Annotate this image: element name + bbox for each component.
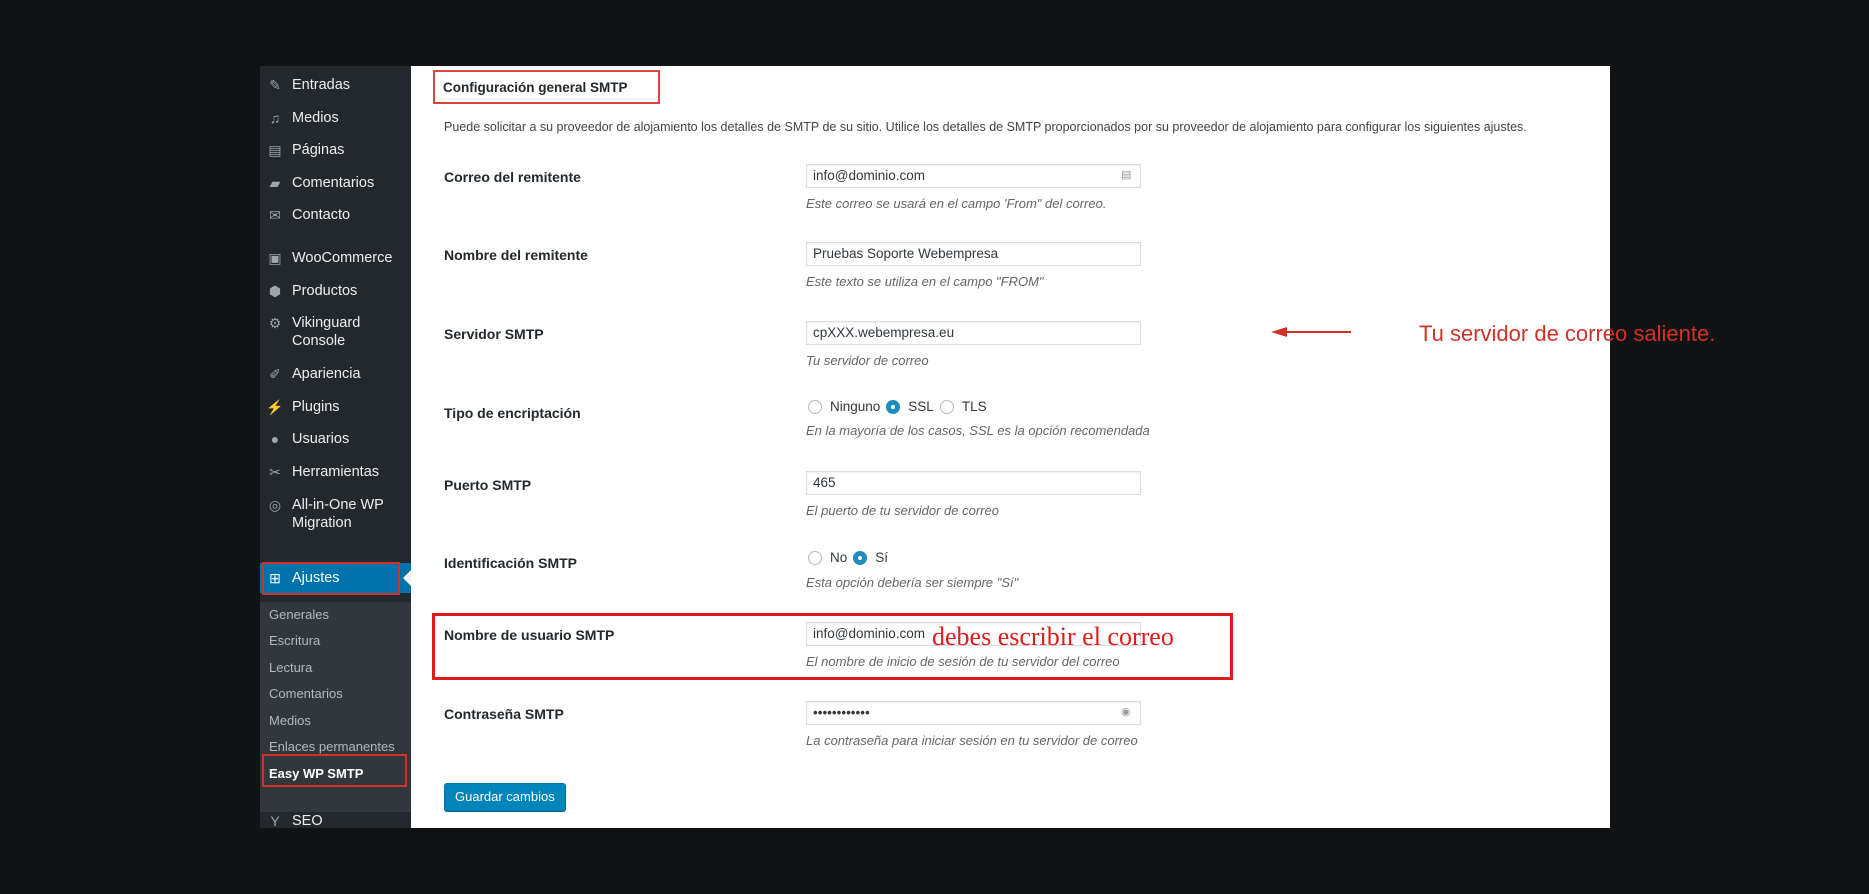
smtp-port-input[interactable] (806, 471, 1141, 495)
sidebar-item-usuarios[interactable] (260, 430, 411, 448)
sidebar-item-contacto[interactable] (260, 206, 411, 224)
sidebar-item-medios[interactable] (260, 109, 411, 127)
from-name-input[interactable] (806, 242, 1141, 266)
username-annotation-text: debes escribir el correo (932, 622, 1174, 651)
pages-icon: ▤ (268, 142, 282, 158)
smtp-username-value: info@dominio.com (813, 626, 926, 641)
intro-text: Puede solicitar a su proveedor de alojamiento los detalles de SMTP de su sitio. Utilice los detalles de SMTP proporcionados por su proveedor de alojamiento para configurar los siguientes ajustes. (444, 120, 1527, 134)
contact-card-icon: ▤ (1121, 169, 1132, 181)
sidebar-item-entradas[interactable] (260, 76, 411, 94)
sidebar-item-label: WooCommerce (292, 250, 393, 266)
password-reveal-icon[interactable]: ◉ (1121, 706, 1131, 718)
sidebar-item-productos[interactable] (260, 282, 411, 300)
smtp-password-label: Contraseña SMTP (444, 706, 564, 722)
sidebar-item-label: All-in-One WP Migration (292, 497, 384, 531)
smtp-host-value: cpXXX.webempresa.eu (813, 325, 955, 340)
sidebar-item-label: Medios (292, 110, 339, 126)
server-annotation-text: Tu servidor de correo saliente. (1419, 321, 1716, 346)
migration-icon: ◎ (268, 497, 282, 513)
encryption-none-radio[interactable] (808, 400, 822, 414)
comments-icon: ▰ (269, 175, 281, 191)
submenu-item-lectura[interactable]: Lectura (269, 660, 313, 675)
sidebar-item-label: SEO (292, 813, 323, 829)
smtp-auth-label: Identificación SMTP (444, 555, 578, 571)
plugins-icon: ⚡ (266, 399, 284, 415)
sidebar-item-comentarios[interactable] (260, 174, 411, 192)
submenu-item-generales[interactable]: Generales (269, 607, 329, 622)
woocommerce-icon: ▣ (268, 250, 282, 266)
smtp-auth-yes-radio[interactable] (853, 551, 867, 565)
submenu-item-comentarios[interactable]: Comentarios (269, 686, 343, 701)
smtp-password-description: La contraseña para iniciar sesión en tu servidor de correo (806, 733, 1138, 748)
sidebar-item-herramientas[interactable] (260, 463, 411, 481)
encryption-tls-radio[interactable] (940, 400, 954, 414)
encryption-ssl-label: SSL (908, 399, 934, 414)
settings-submenu (260, 602, 411, 812)
sidebar-item-label: Productos (292, 283, 358, 299)
sidebar-item-seo[interactable] (260, 812, 411, 830)
from-name-label: Nombre del remitente (444, 247, 588, 263)
wp-admin-window (260, 66, 1716, 829)
encryption-label: Tipo de encriptación (444, 405, 581, 421)
smtp-host-input[interactable] (806, 321, 1141, 345)
sidebar-item-label: Vikinguard Console (292, 315, 361, 349)
save-changes-button[interactable]: Guardar cambios (444, 783, 566, 811)
appearance-icon: ✐ (269, 366, 281, 382)
smtp-port-description: El puerto de tu servidor de correo (806, 503, 999, 518)
encryption-none-label: Ninguno (830, 399, 881, 414)
from-email-description: Este correo se usará en el campo 'From" del correo. (806, 196, 1107, 211)
encryption-description: En la mayoría de los casos, SSL es la opción recomendada (806, 423, 1150, 438)
section-title: Configuración general SMTP (443, 80, 628, 95)
from-email-value: info@dominio.com (813, 168, 926, 183)
sidebar-item-vikinguard[interactable] (260, 314, 370, 350)
smtp-auth-radio-group (806, 550, 892, 565)
smtp-password-value: •••••••••••• (813, 705, 870, 720)
from-email-label: Correo del remitente (444, 169, 581, 185)
settings-icon: ⊞ (269, 570, 281, 586)
sidebar-item-ajustes[interactable] (260, 563, 411, 593)
encryption-ssl-radio[interactable] (886, 400, 900, 414)
smtp-password-input[interactable] (806, 701, 1141, 725)
tools-icon: ✂ (269, 464, 281, 480)
smtp-auth-description: Esta opción debería ser siempre "Sí" (806, 575, 1019, 590)
from-name-description: Este texto se utiliza en el campo "FROM" (806, 274, 1044, 289)
smtp-host-description: Tu servidor de correo (806, 353, 929, 368)
yoast-icon: Y (270, 813, 280, 829)
sidebar-item-label: Entradas (292, 77, 351, 93)
sidebar-item-plugins[interactable] (260, 398, 411, 416)
gear-icon: ⚙ (268, 315, 282, 331)
from-email-input[interactable] (806, 164, 1141, 188)
submenu-item-easy-wp-smtp[interactable]: Easy WP SMTP (269, 766, 364, 781)
smtp-auth-yes-label: Sí (875, 550, 889, 565)
smtp-username-description: El nombre de inicio de sesión de tu servidor del correo (806, 654, 1120, 669)
sidebar-item-label: Apariencia (292, 366, 361, 382)
sidebar-item-apariencia[interactable] (260, 365, 411, 383)
sidebar-item-label: Plugins (292, 399, 340, 415)
smtp-settings-content (411, 66, 1716, 828)
smtp-username-label: Nombre de usuario SMTP (444, 627, 615, 643)
encryption-radio-group (806, 399, 991, 414)
sidebar-item-label: Usuarios (292, 431, 350, 447)
pin-icon: ✎ (269, 77, 281, 93)
sidebar-item-label: Ajustes (292, 570, 340, 586)
sidebar-item-label: Herramientas (292, 464, 380, 480)
mail-icon: ✉ (269, 207, 281, 223)
sidebar-item-all-in-one-migration[interactable] (260, 496, 390, 532)
sidebar-item-paginas[interactable] (260, 141, 411, 159)
admin-sidebar (260, 66, 411, 828)
from-name-value: Pruebas Soporte Webempresa (813, 246, 999, 261)
sidebar-item-woocommerce[interactable] (260, 249, 411, 267)
sidebar-item-label: Contacto (292, 207, 351, 223)
sidebar-item-label: Páginas (292, 142, 345, 158)
sidebar-item-label: Comentarios (292, 175, 375, 191)
users-icon: ● (270, 431, 280, 447)
media-icon: ♫ (269, 110, 281, 126)
smtp-auth-no-label: No (830, 550, 848, 565)
submenu-item-escritura[interactable]: Escritura (269, 633, 321, 648)
products-icon: ⬢ (268, 283, 282, 299)
encryption-tls-label: TLS (961, 399, 987, 414)
smtp-host-label: Servidor SMTP (444, 326, 544, 342)
smtp-port-label: Puerto SMTP (444, 477, 532, 493)
smtp-port-value: 465 (813, 475, 836, 490)
submenu-item-medios[interactable]: Medios (269, 713, 311, 728)
smtp-auth-no-radio[interactable] (808, 551, 822, 565)
submenu-item-enlaces-permanentes[interactable]: Enlaces permanentes (269, 739, 395, 754)
